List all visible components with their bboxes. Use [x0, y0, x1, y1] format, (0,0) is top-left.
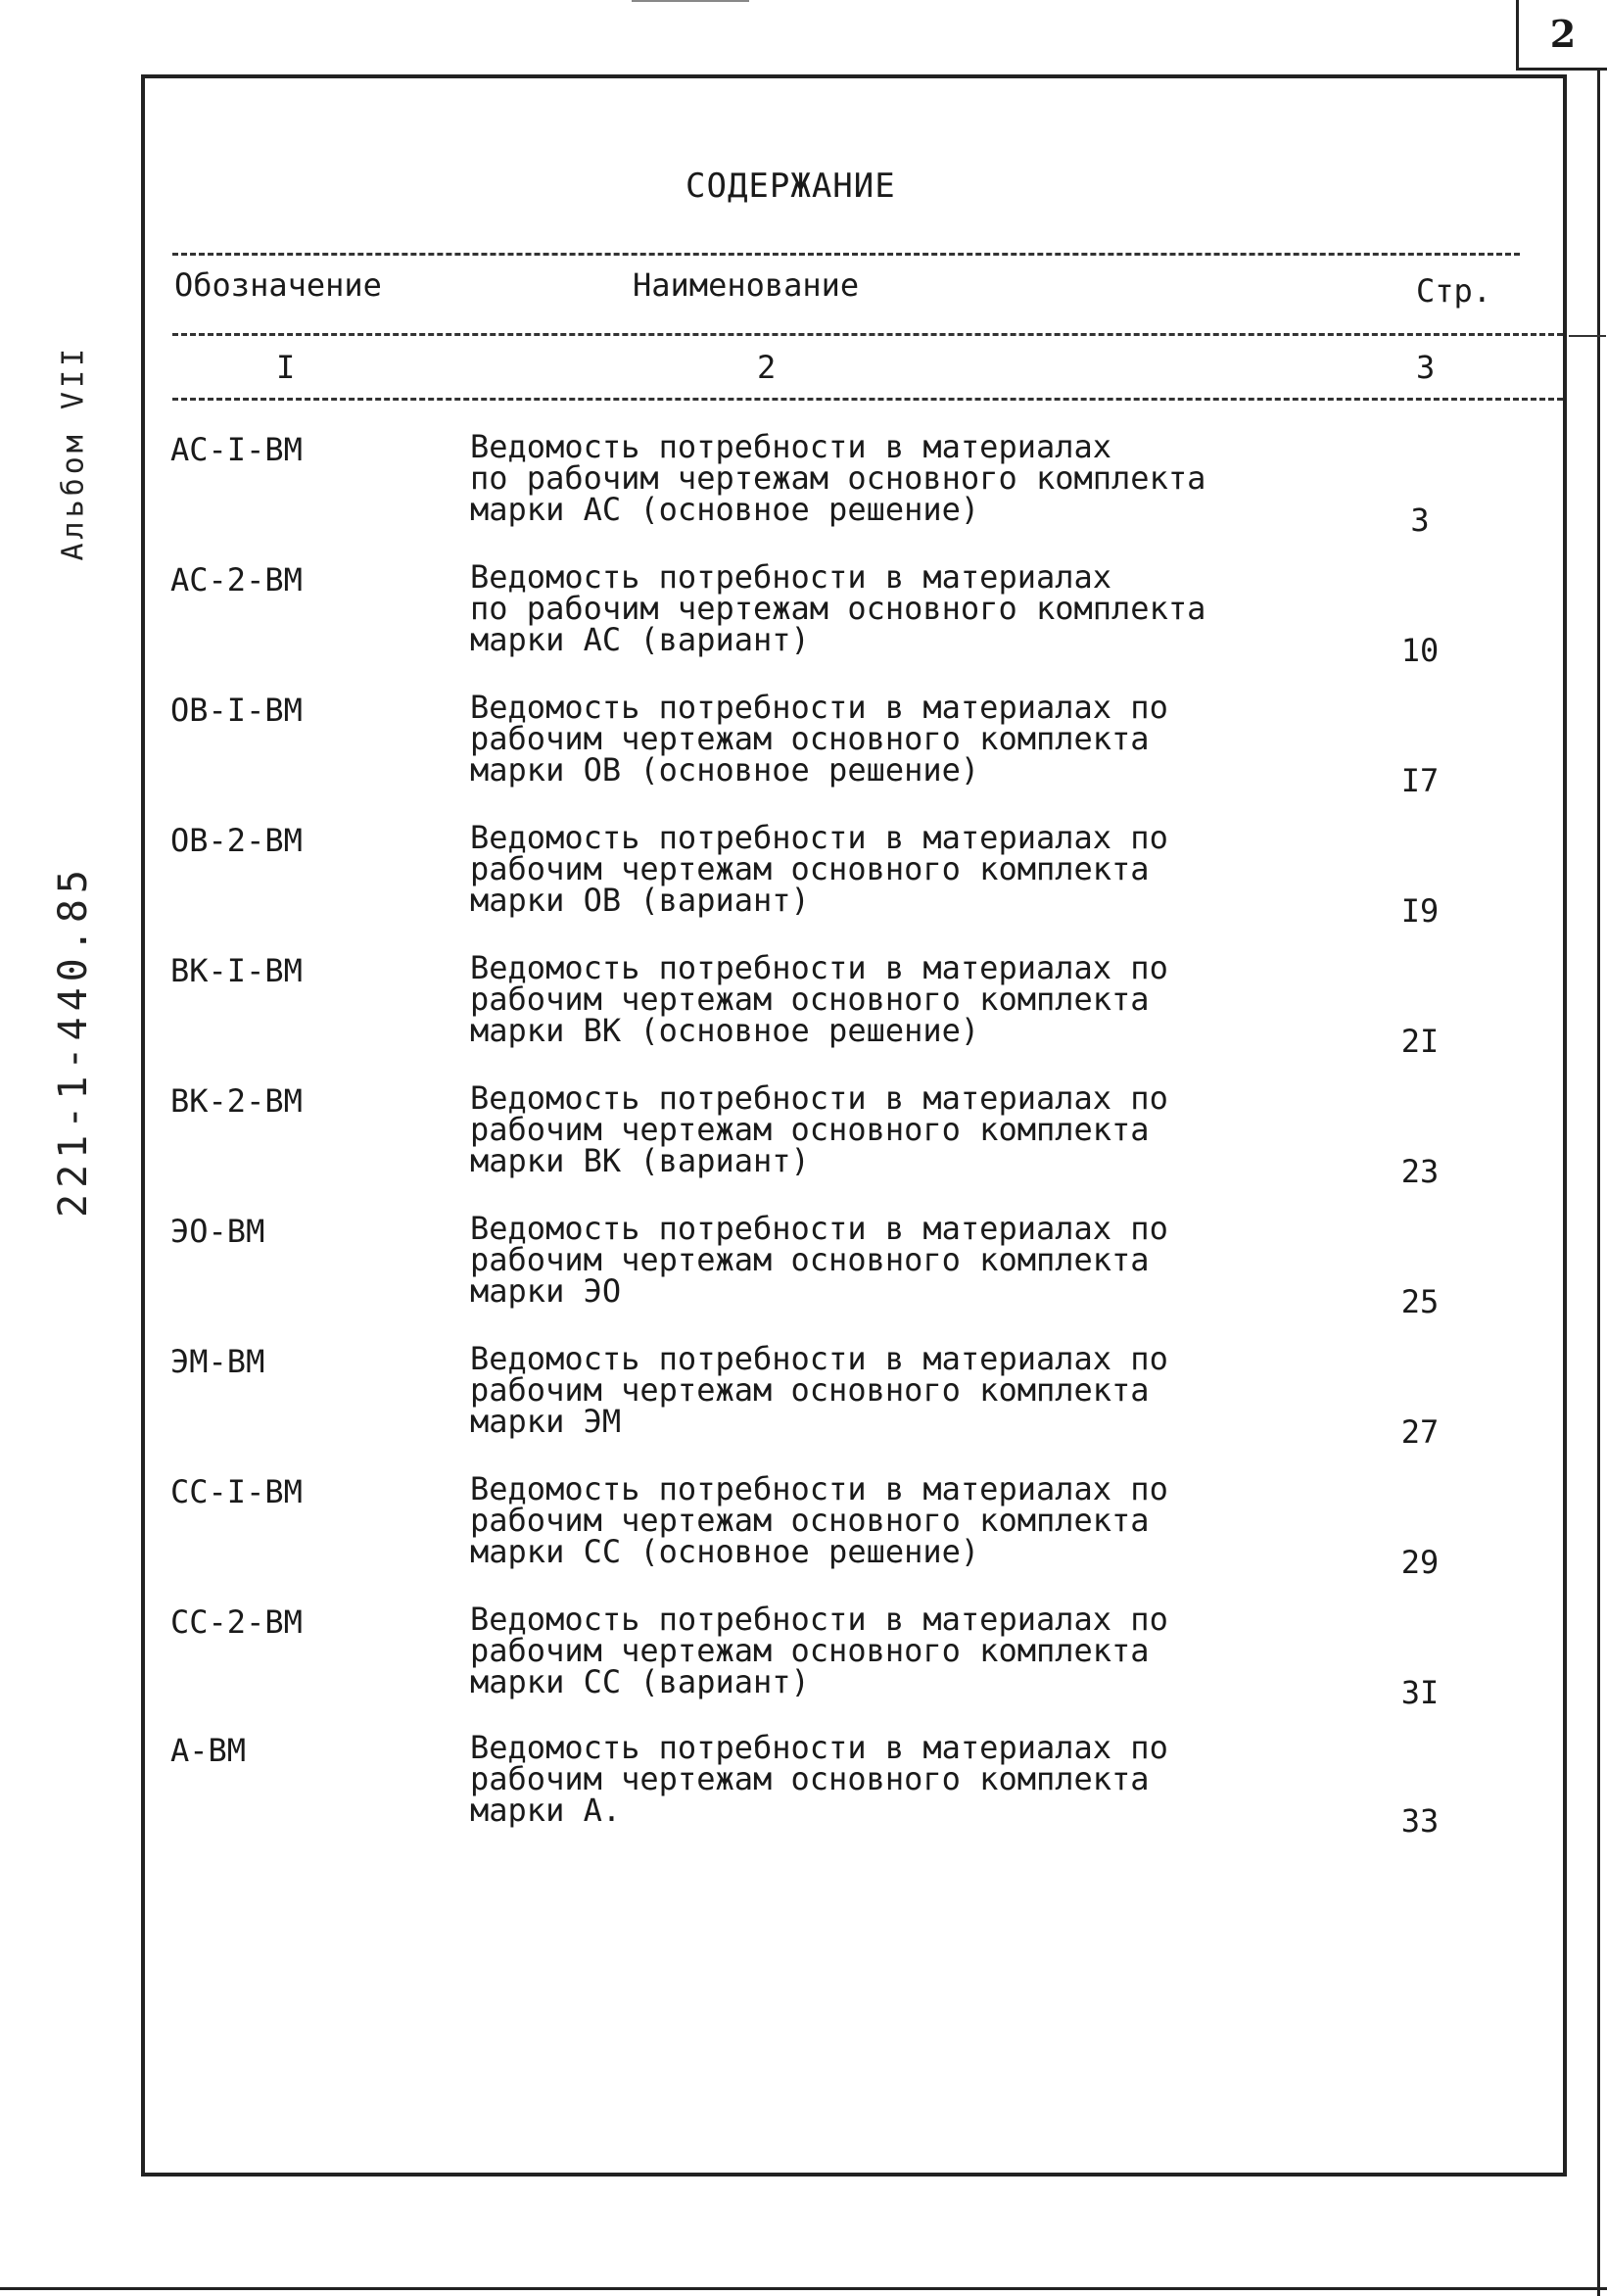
toc-row-description-line: рабочим чертежам основного комплекта — [470, 850, 1150, 887]
toc-row-code: ВК-I-ВМ — [170, 952, 303, 989]
album-label: Альбом VII — [56, 344, 91, 561]
toc-row-code: ВК-2-ВМ — [170, 1082, 303, 1120]
toc-row — [166, 1729, 1459, 1859]
toc-row-page: I9 — [1400, 892, 1440, 930]
toc-row-code: ЭО-ВМ — [170, 1213, 265, 1250]
toc-row-description-line: марки АС (основное решение) — [470, 491, 980, 528]
top-edge-mark — [632, 0, 749, 2]
column-header-page: Стр. — [1416, 272, 1492, 310]
toc-row-description-line: Ведомость потребности в материалах по — [470, 1210, 1168, 1247]
column-header-code: Обозначение — [174, 266, 382, 304]
toc-row-description — [470, 1340, 1351, 1440]
toc-row-description-line: Ведомость потребности в материалах по — [470, 819, 1168, 856]
toc-row-page: 33 — [1400, 1802, 1440, 1840]
bottom-border-line — [0, 2287, 1607, 2290]
project-code-label: 221-1-440.85 — [51, 864, 96, 1218]
toc-row-description-line: по рабочим чертежам основного комплекта — [470, 590, 1206, 627]
toc-row-description-line: марки СС (вариант) — [470, 1663, 810, 1700]
toc-row-code: А-ВМ — [170, 1732, 247, 1769]
toc-row-description-line: рабочим чертежам основного комплекта — [470, 1760, 1150, 1797]
toc-row — [166, 819, 1459, 949]
header-top-rule — [172, 253, 1520, 256]
toc-row — [166, 949, 1459, 1079]
toc-row-code: АС-I-ВМ — [170, 431, 303, 468]
toc-row-page: 23 — [1400, 1153, 1440, 1190]
toc-row-description-line: марки ВК (вариант) — [470, 1142, 810, 1179]
toc-row-description-line: рабочим чертежам основного комплекта — [470, 720, 1150, 757]
toc-row-page: 3I — [1400, 1674, 1440, 1711]
header-middle-rule — [172, 333, 1563, 336]
toc-row-description-line: марки ОВ (вариант) — [470, 882, 810, 919]
toc-row-page: 3 — [1410, 502, 1430, 539]
toc-row-code: СС-I-ВМ — [170, 1473, 303, 1510]
toc-row-page: 2I — [1400, 1023, 1440, 1060]
column-number-1: I — [276, 349, 296, 386]
toc-row — [166, 689, 1459, 819]
toc-row-description-line: Ведомость потребности в материалах по — [470, 1601, 1168, 1638]
toc-row-page: I7 — [1400, 762, 1440, 799]
column-number-3: 3 — [1416, 349, 1436, 386]
toc-row-description-line: рабочим чертежам основного комплекта — [470, 1111, 1150, 1148]
toc-row-description — [470, 1729, 1351, 1829]
toc-row-description-line: марки ОВ (основное решение) — [470, 751, 980, 789]
toc-row-description — [470, 1470, 1351, 1570]
toc-row — [166, 428, 1459, 558]
toc-row-description-line: марки ЭМ — [470, 1403, 622, 1440]
toc-row-code: СС-2-ВМ — [170, 1603, 303, 1641]
right-border-line — [1597, 71, 1600, 2296]
column-number-2: 2 — [757, 349, 777, 386]
toc-row-description-line: Ведомость потребности в материалах — [470, 428, 1112, 465]
toc-row-description-line: Ведомость потребности в материалах по — [470, 949, 1168, 986]
toc-row-description-line: марки АС (вариант) — [470, 621, 810, 658]
toc-row — [166, 1340, 1459, 1470]
toc-row-code: ЭМ-ВМ — [170, 1343, 265, 1380]
toc-row-description-line: марки А. — [470, 1792, 622, 1829]
header-bottom-rule — [172, 398, 1563, 401]
toc-row-description-line: рабочим чертежам основного комплекта — [470, 981, 1150, 1018]
toc-row-description-line: Ведомость потребности в материалах по — [470, 1729, 1168, 1766]
toc-row-page: 27 — [1400, 1413, 1440, 1451]
toc-row-description-line: рабочим чертежам основного комплекта — [470, 1502, 1150, 1539]
toc-row-description-line: Ведомость потребности в материалах по — [470, 1470, 1168, 1507]
toc-row-description-line: Ведомость потребности в материалах по — [470, 1340, 1168, 1377]
toc-row-description — [470, 689, 1351, 789]
toc-row-description — [470, 1079, 1351, 1179]
toc-row-description-line: марки ВК (основное решение) — [470, 1012, 980, 1049]
toc-row — [166, 1470, 1459, 1601]
toc-row-description — [470, 819, 1351, 919]
toc-row — [166, 558, 1459, 689]
toc-row-page: 29 — [1400, 1544, 1440, 1581]
toc-row — [166, 1079, 1459, 1210]
sheet-number: 2 — [1549, 12, 1577, 56]
toc-row-page: 10 — [1400, 632, 1440, 669]
toc-row-description-line: рабочим чертежам основного комплекта — [470, 1371, 1150, 1409]
toc-row-description — [470, 1603, 1351, 1698]
column-header-name: Наименование — [633, 266, 860, 304]
toc-row — [166, 1210, 1459, 1340]
sheet-number-box — [1516, 0, 1607, 71]
header-rule-extension — [1569, 335, 1606, 337]
toc-row-description-line: Ведомость потребности в материалах по — [470, 1079, 1168, 1117]
toc-row-description-line: марки ЭО — [470, 1272, 622, 1310]
toc-row-description-line: Ведомость потребности в материалах по — [470, 689, 1168, 726]
document-title: СОДЕРЖАНИЕ — [685, 167, 896, 206]
toc-row-description-line: Ведомость потребности в материалах — [470, 558, 1112, 596]
toc-row-description — [470, 949, 1351, 1049]
toc-row-code: АС-2-ВМ — [170, 561, 303, 598]
toc-row-description-line: рабочим чертежам основного комплекта — [470, 1241, 1150, 1278]
toc-row — [166, 1603, 1459, 1731]
toc-row-description-line: марки СС (основное решение) — [470, 1533, 980, 1570]
toc-row-description — [470, 428, 1351, 528]
toc-row-description — [470, 1210, 1351, 1310]
toc-row-description-line: рабочим чертежам основного комплекта — [470, 1632, 1150, 1669]
toc-row-code: ОВ-I-ВМ — [170, 692, 303, 729]
toc-row-code: ОВ-2-ВМ — [170, 822, 303, 859]
toc-row-page: 25 — [1400, 1283, 1440, 1320]
toc-row-description-line: по рабочим чертежам основного комплекта — [470, 459, 1206, 497]
toc-row-description — [470, 558, 1351, 658]
